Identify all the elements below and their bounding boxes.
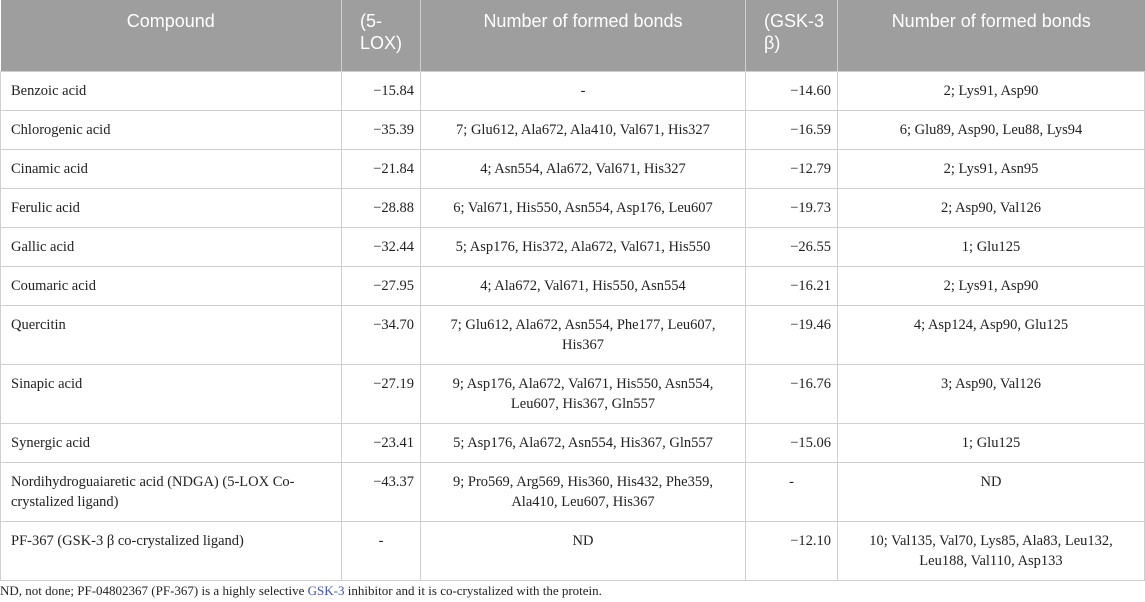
cell-gsk3b-bonds: 1; Glu125 xyxy=(838,227,1145,266)
cell-compound: Ferulic acid xyxy=(1,188,342,227)
cell-gsk3b-score: −12.79 xyxy=(746,149,838,188)
cell-compound: Gallic acid xyxy=(1,227,342,266)
cell-compound: Cinamic acid xyxy=(1,149,342,188)
cell-5lox-score: −15.84 xyxy=(342,71,421,110)
cell-5lox-score: −21.84 xyxy=(342,149,421,188)
cell-gsk3b-bonds: 2; Lys91, Asp90 xyxy=(838,71,1145,110)
cell-gsk3b-score: −16.21 xyxy=(746,266,838,305)
cell-gsk3b-bonds: 2; Lys91, Asn95 xyxy=(838,149,1145,188)
table-row xyxy=(1,110,1145,149)
table-row xyxy=(1,188,1145,227)
footnote-text-after: inhibitor and it is co-crystalized with the protein. xyxy=(344,583,602,598)
cell-compound: Chlorogenic acid xyxy=(1,110,342,149)
cell-compound: PF-367 (GSK-3 β co-crystalized ligand) xyxy=(1,521,342,580)
cell-5lox-bonds: - xyxy=(421,71,746,110)
cell-gsk3b-score: −19.73 xyxy=(746,188,838,227)
table-row xyxy=(1,71,1145,110)
cell-5lox-score: −28.88 xyxy=(342,188,421,227)
cell-5lox-bonds: 9; Pro569, Arg569, His360, His432, Phe359, Ala410, Leu607, His367 xyxy=(421,462,746,521)
cell-compound: Nordihydroguaiaretic acid (NDGA) (5-LOX Co-crystalized ligand) xyxy=(1,462,342,521)
cell-5lox-bonds: 6; Val671, His550, Asn554, Asp176, Leu607 xyxy=(421,188,746,227)
table-row xyxy=(1,305,1145,364)
cell-compound: Synergic acid xyxy=(1,423,342,462)
cell-gsk3b-bonds: 2; Asp90, Val126 xyxy=(838,188,1145,227)
cell-5lox-bonds: 9; Asp176, Ala672, Val671, His550, Asn554, Leu607, His367, Gln557 xyxy=(421,364,746,423)
cell-gsk3b-bonds: 10; Val135, Val70, Lys85, Ala83, Leu132, Leu188, Val110, Asp133 xyxy=(838,521,1145,580)
cell-5lox-bonds: 4; Asn554, Ala672, Val671, His327 xyxy=(421,149,746,188)
cell-5lox-score: −35.39 xyxy=(342,110,421,149)
cell-5lox-score: −32.44 xyxy=(342,227,421,266)
cell-5lox-bonds: 5; Asp176, Ala672, Asn554, His367, Gln557 xyxy=(421,423,746,462)
table-row xyxy=(1,462,1145,521)
cell-compound: Benzoic acid xyxy=(1,71,342,110)
cell-5lox-score: −27.19 xyxy=(342,364,421,423)
header-5lox-bonds: Number of formed bonds xyxy=(421,0,746,71)
cell-5lox-bonds: 7; Glu612, Ala672, Ala410, Val671, His327 xyxy=(421,110,746,149)
cell-gsk3b-score: −19.46 xyxy=(746,305,838,364)
table-row xyxy=(1,266,1145,305)
cell-5lox-bonds: 7; Glu612, Ala672, Asn554, Phe177, Leu607, His367 xyxy=(421,305,746,364)
cell-gsk3b-score: - xyxy=(746,462,838,521)
header-gsk3b-bonds: Number of formed bonds xyxy=(838,0,1145,71)
cell-5lox-score: - xyxy=(342,521,421,580)
cell-gsk3b-score: −16.59 xyxy=(746,110,838,149)
cell-gsk3b-score: −15.06 xyxy=(746,423,838,462)
cell-gsk3b-score: −14.60 xyxy=(746,71,838,110)
header-compound: Compound xyxy=(126,11,215,31)
cell-compound: Quercitin xyxy=(1,305,342,364)
header-5lox: (5-LOX) xyxy=(342,0,421,71)
cell-compound: Sinapic acid xyxy=(1,364,342,423)
table-row xyxy=(1,227,1145,266)
cell-gsk3b-bonds: ND xyxy=(838,462,1145,521)
cell-5lox-bonds: ND xyxy=(421,521,746,580)
cell-gsk3b-score: −26.55 xyxy=(746,227,838,266)
cell-gsk3b-bonds: 3; Asp90, Val126 xyxy=(838,364,1145,423)
cell-5lox-score: −34.70 xyxy=(342,305,421,364)
cell-gsk3b-bonds: 2; Lys91, Asp90 xyxy=(838,266,1145,305)
cell-compound: Coumaric acid xyxy=(1,266,342,305)
cell-5lox-score: −27.95 xyxy=(342,266,421,305)
table-row xyxy=(1,364,1145,423)
cell-5lox-score: −23.41 xyxy=(342,423,421,462)
cell-5lox-bonds: 5; Asp176, His372, Ala672, Val671, His550 xyxy=(421,227,746,266)
cell-gsk3b-bonds: 4; Asp124, Asp90, Glu125 xyxy=(838,305,1145,364)
table-row xyxy=(1,149,1145,188)
cell-5lox-bonds: 4; Ala672, Val671, His550, Asn554 xyxy=(421,266,746,305)
cell-gsk3b-score: −12.10 xyxy=(746,521,838,580)
header-gsk3b: (GSK-3 β) xyxy=(746,0,838,71)
footnote-text-before: ND, not done; PF-04802367 (PF-367) is a highly selective xyxy=(0,583,308,598)
cell-5lox-score: −43.37 xyxy=(342,462,421,521)
table-row xyxy=(1,423,1145,462)
cell-gsk3b-bonds: 6; Glu89, Asp90, Leu88, Lys94 xyxy=(838,110,1145,149)
cell-gsk3b-bonds: 1; Glu125 xyxy=(838,423,1145,462)
cell-gsk3b-score: −16.76 xyxy=(746,364,838,423)
gsk3-link[interactable]: GSK-3 xyxy=(307,583,345,598)
table-footnote xyxy=(0,583,602,599)
table-row xyxy=(1,521,1145,580)
table-header-row xyxy=(1,0,1145,71)
